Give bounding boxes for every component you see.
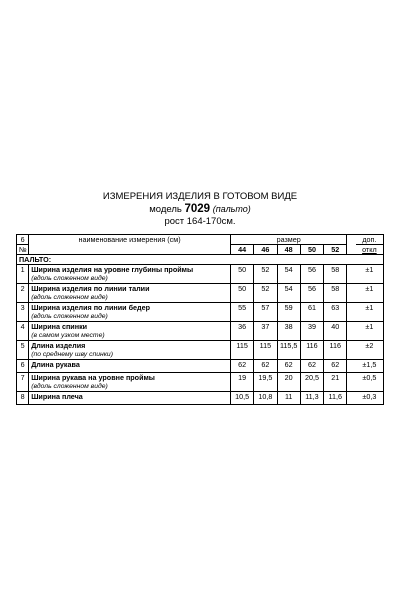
value-cell: 10,8: [254, 392, 277, 405]
size-50: 50: [300, 245, 323, 255]
measurement-note: (вдоль сложенном виде): [31, 313, 108, 320]
value-cell: 21: [324, 373, 347, 392]
value-cell: 20: [277, 373, 300, 392]
tolerance-cell: ±1: [356, 265, 384, 284]
measurement-name: [29, 392, 231, 405]
size-46: 46: [254, 245, 277, 255]
num-header: 6: [17, 235, 29, 245]
value-cell: 40: [324, 322, 347, 341]
row-number: 4: [17, 322, 29, 341]
value-cell: 11: [277, 392, 300, 405]
tolerance-cell: ±1: [356, 303, 384, 322]
value-cell: 19: [230, 373, 253, 392]
value-cell: 54: [277, 265, 300, 284]
value-cell: 116: [300, 341, 323, 360]
value-cell: 56: [300, 284, 323, 303]
tol-header-2: откл: [356, 245, 384, 255]
value-cell: 54: [277, 284, 300, 303]
row-number: 3: [17, 303, 29, 322]
row-number: 8: [17, 392, 29, 405]
measurement-note: (вдоль сложенном виде): [31, 383, 108, 390]
measurement-title: Ширина спинки: [31, 322, 88, 331]
size-44: 44: [230, 245, 253, 255]
value-cell: 58: [324, 265, 347, 284]
tol-header: доп.: [356, 235, 384, 245]
value-cell: 20,5: [300, 373, 323, 392]
num-header-2: №: [17, 245, 29, 255]
row-number: 5: [17, 341, 29, 360]
value-cell: 62: [324, 360, 347, 373]
table-header-row: [17, 235, 384, 245]
row-number: 7: [17, 373, 29, 392]
value-cell: 116: [324, 341, 347, 360]
name-header: наименование измерения (см): [29, 235, 231, 255]
value-cell: 55: [230, 303, 253, 322]
value-cell: 50: [230, 284, 253, 303]
value-cell: 37: [254, 322, 277, 341]
value-cell: 38: [277, 322, 300, 341]
value-cell: 52: [254, 265, 277, 284]
table-row: [17, 360, 384, 373]
measurement-title: Ширина рукава на уровне проймы: [31, 373, 155, 382]
row-number: 2: [17, 284, 29, 303]
model-number: 7029: [184, 203, 211, 215]
table-row: [17, 265, 384, 284]
measurement-title: Ширина изделия по линии бедер: [31, 303, 150, 312]
measurement-name: [29, 322, 231, 341]
measurement-name: [29, 360, 231, 373]
measurement-name: [29, 373, 231, 392]
tolerance-cell: ±1: [356, 322, 384, 341]
height-range: рост 164-170см.: [164, 216, 236, 227]
measurement-name: [29, 303, 231, 322]
value-cell: 115,5: [277, 341, 300, 360]
model-prefix: модель: [149, 204, 182, 215]
measurement-note: (вдоль сложенном виде): [31, 275, 108, 282]
measurement-note: (по среднему шву спинки): [31, 351, 113, 358]
tolerance-cell: ±0,5: [356, 373, 384, 392]
value-cell: 115: [230, 341, 253, 360]
value-cell: 62: [254, 360, 277, 373]
page-title: ИЗМЕРЕНИЯ ИЗДЕЛИЯ В ГОТОВОМ ВИДЕ: [102, 191, 298, 202]
row-number: 1: [17, 265, 29, 284]
section-row: [17, 255, 384, 265]
value-cell: 63: [324, 303, 347, 322]
value-cell: 115: [254, 341, 277, 360]
tolerance-cell: ±2: [356, 341, 384, 360]
measurement-title: Ширина плеча: [31, 392, 83, 401]
size-52: 52: [324, 245, 347, 255]
measurement-title: Длина рукава: [31, 360, 80, 369]
value-cell: 39: [300, 322, 323, 341]
table-row: [17, 284, 384, 303]
measurement-note: (в самом узком месте): [31, 332, 105, 339]
value-cell: 52: [254, 284, 277, 303]
table-row: [17, 322, 384, 341]
table-row: [17, 303, 384, 322]
value-cell: 36: [230, 322, 253, 341]
value-cell: 57: [254, 303, 277, 322]
value-cell: 62: [230, 360, 253, 373]
measurement-name: [29, 341, 231, 360]
title-block: [0, 191, 400, 228]
size-48: 48: [277, 245, 300, 255]
table-row: [17, 373, 384, 392]
value-cell: 11,6: [324, 392, 347, 405]
table-row: [17, 392, 384, 405]
measurement-title: Ширина изделия на уровне глубины проймы: [31, 265, 194, 274]
value-cell: 61: [300, 303, 323, 322]
value-cell: 11,3: [300, 392, 323, 405]
tolerance-cell: ±1: [356, 284, 384, 303]
value-cell: 10,5: [230, 392, 253, 405]
measurements-table: [16, 234, 384, 405]
row-number: 6: [17, 360, 29, 373]
table-row: [17, 341, 384, 360]
value-cell: 62: [300, 360, 323, 373]
measurement-note: (вдоль сложенном виде): [31, 294, 108, 301]
value-cell: 56: [300, 265, 323, 284]
measurement-title: Ширина изделия по линии талии: [31, 284, 150, 293]
value-cell: 58: [324, 284, 347, 303]
value-cell: 59: [277, 303, 300, 322]
measurement-name: [29, 284, 231, 303]
tolerance-cell: ±0,3: [356, 392, 384, 405]
model-line: [0, 203, 400, 216]
model-type: (пальто): [212, 204, 251, 214]
measurement-title: Длина изделия: [31, 341, 86, 350]
tolerance-cell: ±1,5: [356, 360, 384, 373]
measurement-name: [29, 265, 231, 284]
value-cell: 62: [277, 360, 300, 373]
value-cell: 50: [230, 265, 253, 284]
section-label: ПАЛЬТО:: [17, 255, 384, 265]
size-header: размер: [230, 235, 346, 245]
value-cell: 19,5: [254, 373, 277, 392]
